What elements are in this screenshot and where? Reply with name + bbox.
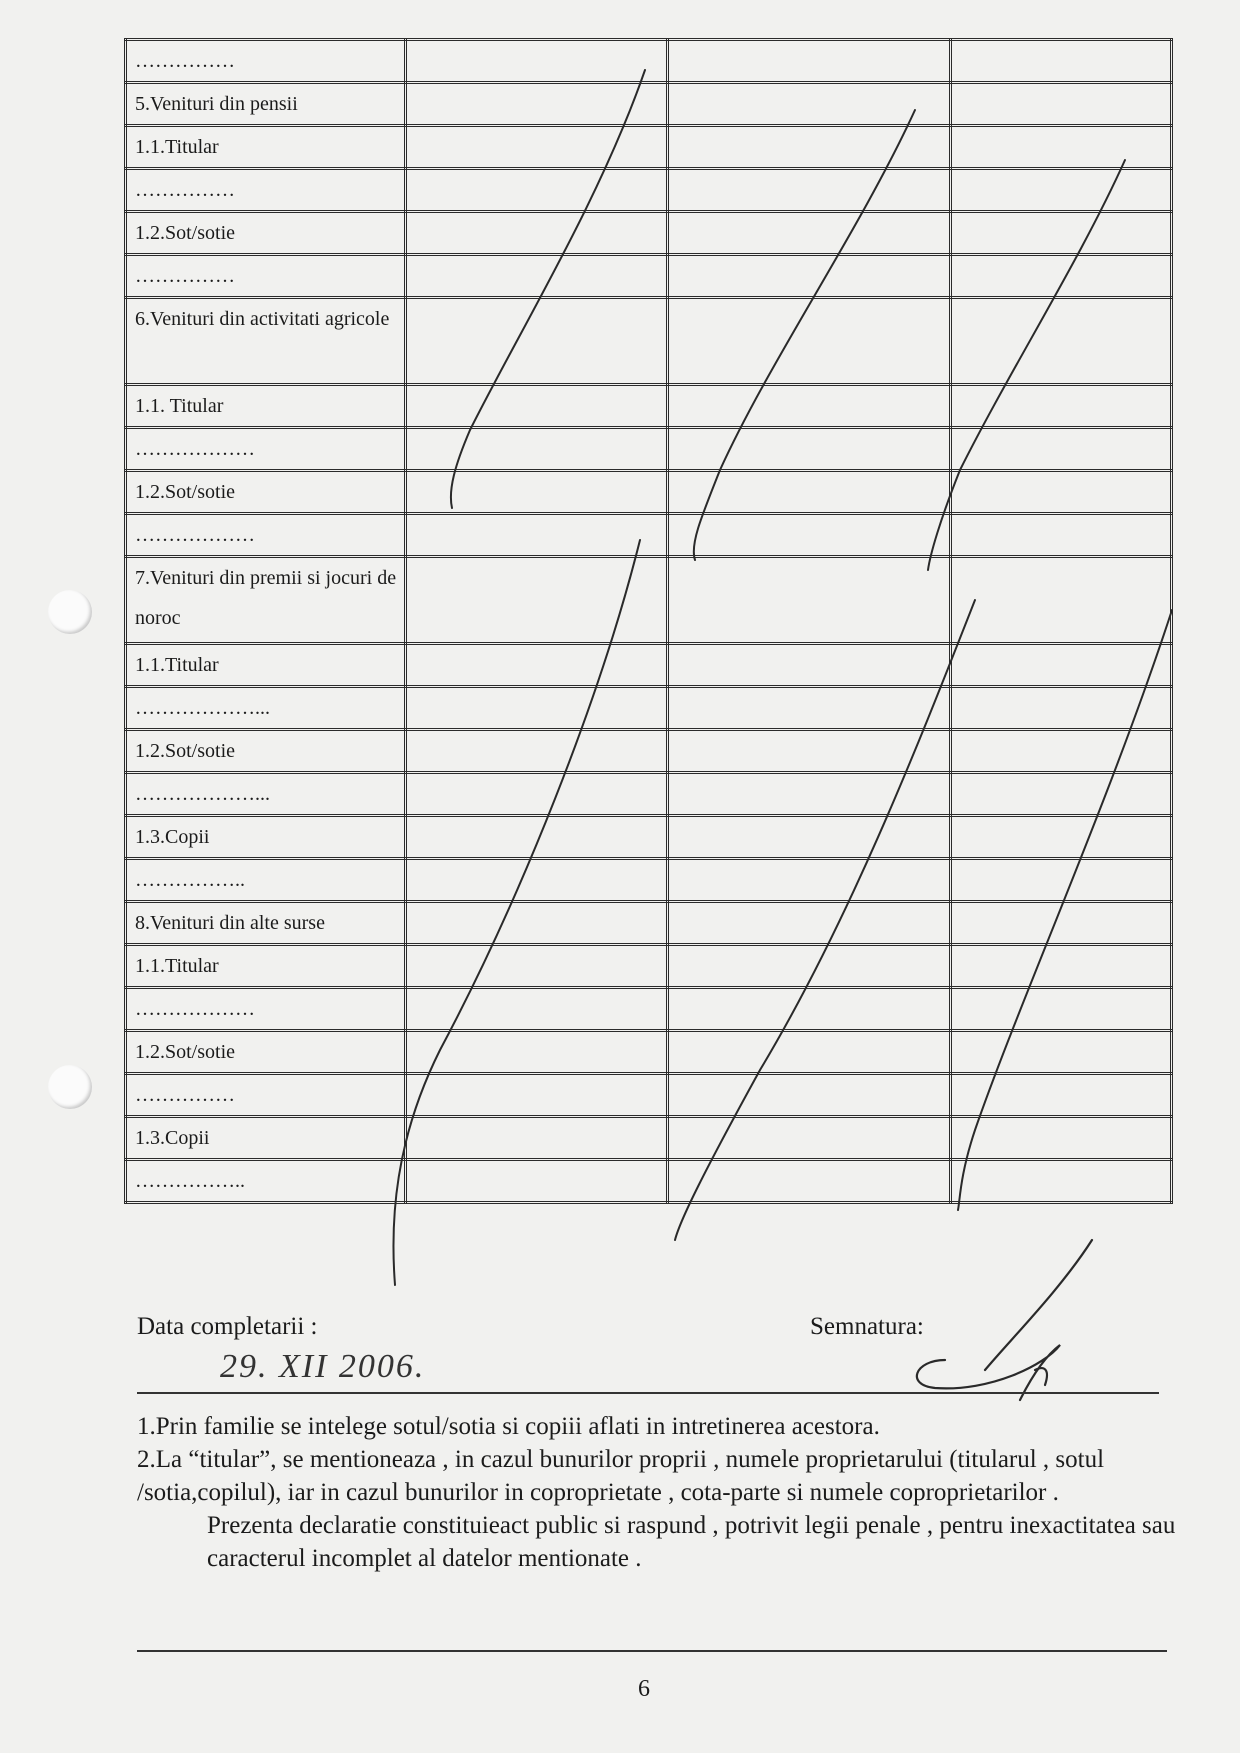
empty-value-cell [951, 687, 1172, 730]
empty-value-cell [406, 730, 668, 773]
empty-value-cell [951, 773, 1172, 816]
row-label: 1.2.Sot/sotie [135, 740, 236, 762]
empty-value-cell [406, 988, 668, 1031]
row-label-cell [126, 298, 406, 385]
empty-value-cell [668, 255, 951, 298]
row-label: 6.Venituri din activitati agricole [135, 308, 390, 330]
row-label-cell [126, 1031, 406, 1074]
row-label: 1.2.Sot/sotie [135, 1041, 236, 1063]
row-label-cell [126, 1117, 406, 1160]
punch-hole-bottom [48, 1065, 92, 1109]
row-label-cell [126, 557, 406, 644]
empty-value-cell [668, 816, 951, 859]
page-number: 6 [638, 1676, 650, 1702]
empty-value-cell [668, 988, 951, 1031]
empty-value-cell [406, 40, 668, 83]
row-label-cell [126, 1160, 406, 1203]
table-row [126, 212, 1172, 255]
empty-value-cell [951, 40, 1172, 83]
empty-value-cell [951, 212, 1172, 255]
punch-hole-top [48, 590, 92, 634]
empty-value-cell [668, 212, 951, 255]
table-row [126, 1074, 1172, 1117]
row-label: 1.1.Titular [135, 654, 219, 676]
row-label: 1.2.Sot/sotie [135, 481, 236, 503]
empty-value-cell [668, 169, 951, 212]
row-label-cell [126, 730, 406, 773]
row-label-cell [126, 902, 406, 945]
row-label-cell [126, 428, 406, 471]
empty-value-cell [406, 212, 668, 255]
empty-value-cell [668, 1117, 951, 1160]
empty-value-cell [406, 816, 668, 859]
table-row [126, 816, 1172, 859]
empty-value-cell [406, 1117, 668, 1160]
empty-value-cell [668, 687, 951, 730]
row-label-cell [126, 687, 406, 730]
table-row [126, 1031, 1172, 1074]
empty-value-cell [668, 40, 951, 83]
table-row [126, 126, 1172, 169]
note-titular: 2.La “titular”, se mentioneaza , in cazul bunurilor proprii , numele proprietarului (titularul , sotul /sotia,copilul), iar in cazul bunurilor in coproprietate , cota-parte si numele coproprietarilor . [137, 1446, 1105, 1506]
table-row [126, 730, 1172, 773]
row-label-cell [126, 83, 406, 126]
empty-value-cell [951, 816, 1172, 859]
income-table [124, 38, 1173, 1204]
empty-value-cell [406, 1160, 668, 1203]
empty-value-cell [951, 730, 1172, 773]
empty-value-cell [406, 169, 668, 212]
table-row [126, 471, 1172, 514]
date-label: Data completarii : [137, 1313, 318, 1340]
empty-value-cell [406, 514, 668, 557]
row-label: 1.1.Titular [135, 955, 219, 977]
row-label: ……………… [135, 524, 255, 546]
empty-value-cell [668, 428, 951, 471]
empty-value-cell [668, 1031, 951, 1074]
row-label: …………… [135, 50, 235, 72]
row-label-cell [126, 126, 406, 169]
empty-value-cell [668, 557, 951, 644]
empty-value-cell [406, 471, 668, 514]
empty-value-cell [668, 471, 951, 514]
row-label: 1.2.Sot/sotie [135, 222, 236, 244]
row-label-cell [126, 169, 406, 212]
empty-value-cell [951, 169, 1172, 212]
table-row [126, 557, 1172, 644]
table-row [126, 644, 1172, 687]
empty-value-cell [951, 1074, 1172, 1117]
empty-value-cell [668, 385, 951, 428]
empty-value-cell [668, 859, 951, 902]
row-label: 1.1. Titular [135, 395, 224, 417]
empty-value-cell [406, 644, 668, 687]
table-row [126, 83, 1172, 126]
empty-value-cell [951, 514, 1172, 557]
row-label-cell [126, 945, 406, 988]
empty-value-cell [406, 687, 668, 730]
empty-value-cell [951, 298, 1172, 385]
empty-value-cell [951, 1117, 1172, 1160]
empty-value-cell [406, 298, 668, 385]
empty-value-cell [951, 859, 1172, 902]
empty-value-cell [668, 1074, 951, 1117]
row-label-cell [126, 212, 406, 255]
empty-value-cell [668, 514, 951, 557]
table-row [126, 169, 1172, 212]
row-label-cell [126, 40, 406, 83]
empty-value-cell [951, 83, 1172, 126]
notes-section [137, 1410, 1177, 1575]
note-family: 1.Prin familie se intelege sotul/sotia si copiii aflati in intretinerea acestora. [137, 1413, 880, 1440]
table-row [126, 1117, 1172, 1160]
row-label: ……………… [135, 438, 255, 460]
empty-value-cell [951, 1160, 1172, 1203]
table-row [126, 385, 1172, 428]
row-label-cell [126, 255, 406, 298]
row-label-cell [126, 1074, 406, 1117]
row-label-cell [126, 471, 406, 514]
empty-value-cell [951, 1031, 1172, 1074]
row-label: …………… [135, 1084, 235, 1106]
note-declaration: Prezenta declaratie constituieact public si raspund , potrivit legii penale , pentru inexactitatea sau caracterul incomplet al datelor mentionate . [207, 1512, 1176, 1572]
empty-value-cell [668, 644, 951, 687]
empty-value-cell [406, 859, 668, 902]
empty-value-cell [406, 557, 668, 644]
table-row [126, 514, 1172, 557]
row-label-cell [126, 644, 406, 687]
row-label: …………… [135, 179, 235, 201]
empty-value-cell [951, 557, 1172, 644]
income-table-body [126, 40, 1172, 1203]
empty-value-cell [406, 385, 668, 428]
row-label-cell [126, 816, 406, 859]
divider-lower [137, 1650, 1167, 1652]
signature-label: Semnatura: [810, 1313, 924, 1340]
table-row [126, 298, 1172, 385]
empty-value-cell [406, 83, 668, 126]
table-row [126, 859, 1172, 902]
table-row [126, 1160, 1172, 1203]
row-label: ………………... [135, 783, 270, 805]
empty-value-cell [951, 902, 1172, 945]
empty-value-cell [668, 730, 951, 773]
divider-upper [137, 1392, 1159, 1394]
empty-value-cell [668, 945, 951, 988]
empty-value-cell [406, 428, 668, 471]
empty-value-cell [668, 1160, 951, 1203]
table-row [126, 255, 1172, 298]
completion-date: 29. XII 2006. [220, 1348, 426, 1385]
empty-value-cell [951, 385, 1172, 428]
table-row [126, 40, 1172, 83]
row-label: 1.3.Copii [135, 1127, 210, 1149]
row-label: ……………… [135, 998, 255, 1020]
row-label-cell [126, 385, 406, 428]
empty-value-cell [406, 255, 668, 298]
row-label-cell [126, 773, 406, 816]
table-row [126, 988, 1172, 1031]
empty-value-cell [406, 1031, 668, 1074]
table-row [126, 945, 1172, 988]
empty-value-cell [951, 644, 1172, 687]
row-label: 1.1.Titular [135, 136, 219, 158]
row-label: 8.Venituri din alte surse [135, 912, 325, 934]
table-row [126, 687, 1172, 730]
empty-value-cell [951, 255, 1172, 298]
table-row [126, 773, 1172, 816]
empty-value-cell [951, 471, 1172, 514]
row-label-cell [126, 988, 406, 1031]
empty-value-cell [668, 83, 951, 126]
row-label: ………………... [135, 697, 270, 719]
empty-value-cell [406, 773, 668, 816]
empty-value-cell [951, 126, 1172, 169]
empty-value-cell [406, 902, 668, 945]
empty-value-cell [668, 773, 951, 816]
empty-value-cell [668, 298, 951, 385]
empty-value-cell [668, 902, 951, 945]
table-row [126, 902, 1172, 945]
row-label: …………….. [135, 869, 245, 891]
empty-value-cell [406, 1074, 668, 1117]
table-row [126, 428, 1172, 471]
handwritten-signature [917, 1240, 1092, 1400]
empty-value-cell [951, 988, 1172, 1031]
row-label: 5.Venituri din pensii [135, 93, 298, 115]
empty-value-cell [668, 126, 951, 169]
empty-value-cell [406, 126, 668, 169]
empty-value-cell [951, 945, 1172, 988]
empty-value-cell [406, 945, 668, 988]
row-label: 1.3.Copii [135, 826, 210, 848]
row-label: …………….. [135, 1170, 245, 1192]
row-label: 7.Venituri din premii si jocuri de noroc [135, 567, 397, 629]
row-label-cell [126, 859, 406, 902]
row-label-cell [126, 514, 406, 557]
row-label: …………… [135, 265, 235, 287]
empty-value-cell [951, 428, 1172, 471]
